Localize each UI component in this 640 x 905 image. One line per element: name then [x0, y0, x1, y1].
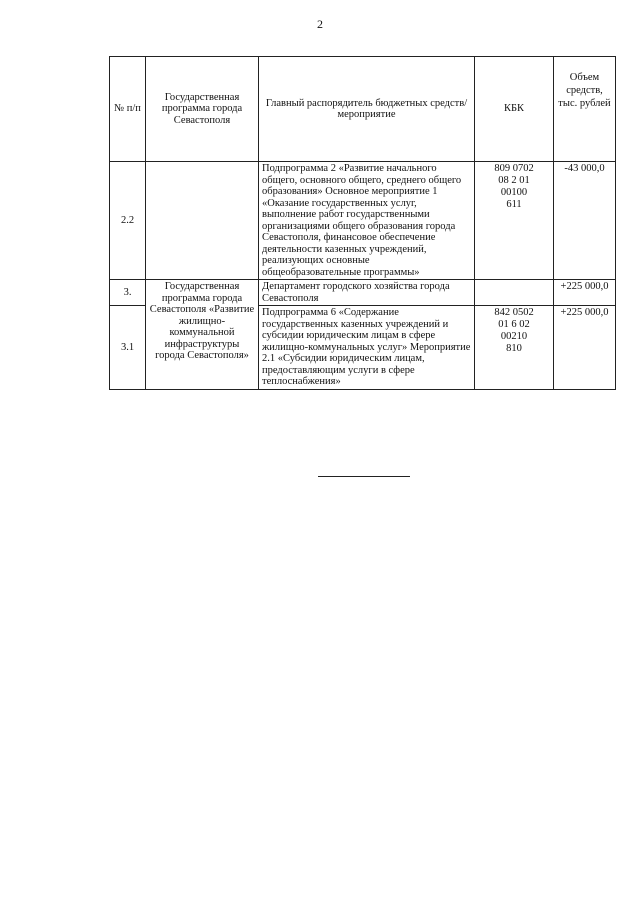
row-kbk: [475, 162, 554, 280]
header-desc: Главный распорядитель бюджетных средств/мероприятие: [259, 57, 475, 162]
row-desc: Подпрограмма 2 «Развитие начального общего, основного общего, среднего общего образования» Основное мероприятие 1 «Оказание государственных услуг, выполнение работ государственными организациями общего образования города Севастополя, финансовое обеспечение деятельности казенных учреждений, реализующих основные общеобразовательные программы»: [259, 162, 475, 280]
budget-table: [109, 56, 616, 390]
row-num: 3.1: [110, 306, 146, 390]
kbk-line: 01 6 02: [498, 319, 530, 330]
row-amount: -43 000,0: [554, 162, 616, 280]
row-desc: Подпрограмма 6 «Содержание государственных казенных учреждений и субсидии юридическим лицам в сфере жилищно-коммунальных услуг» Мероприятие 2.1 «Субсидии юридическим лицам, предоставляющим услуги в сфере теплоснабжения»: [259, 306, 475, 390]
row-kbk: [475, 280, 554, 306]
header-kbk: КБК: [475, 57, 554, 162]
row-num: 2.2: [110, 162, 146, 280]
row-program: [146, 162, 259, 280]
table-row: [110, 280, 616, 306]
kbk-line: 00100: [500, 187, 528, 198]
row-program: Государственная программа города Севастополя «Развитие жилищно-коммунальной инфраструктуры города Севастополя»: [146, 280, 259, 390]
end-divider: [318, 476, 410, 477]
row-num: 3.: [110, 280, 146, 306]
kbk-line: 810: [506, 343, 522, 354]
kbk-line: 00210: [500, 331, 528, 342]
table-header-row: [110, 57, 616, 162]
kbk-line: 842 0502: [494, 307, 534, 318]
table-row: [110, 162, 616, 280]
row-amount: +225 000,0: [554, 280, 616, 306]
header-num: № п/п: [110, 57, 146, 162]
row-kbk: [475, 306, 554, 390]
row-amount: +225 000,0: [554, 306, 616, 390]
row-desc: Департамент городского хозяйства города Севастополя: [259, 280, 475, 306]
header-program: Государственная программа города Севастополя: [146, 57, 259, 162]
page-number: 2: [317, 17, 323, 31]
kbk-line: 08 2 01: [498, 175, 530, 186]
kbk-line: 611: [506, 199, 522, 210]
kbk-line: 809 0702: [494, 163, 534, 174]
header-amount: Объем средств, тыс. рублей: [554, 57, 616, 162]
